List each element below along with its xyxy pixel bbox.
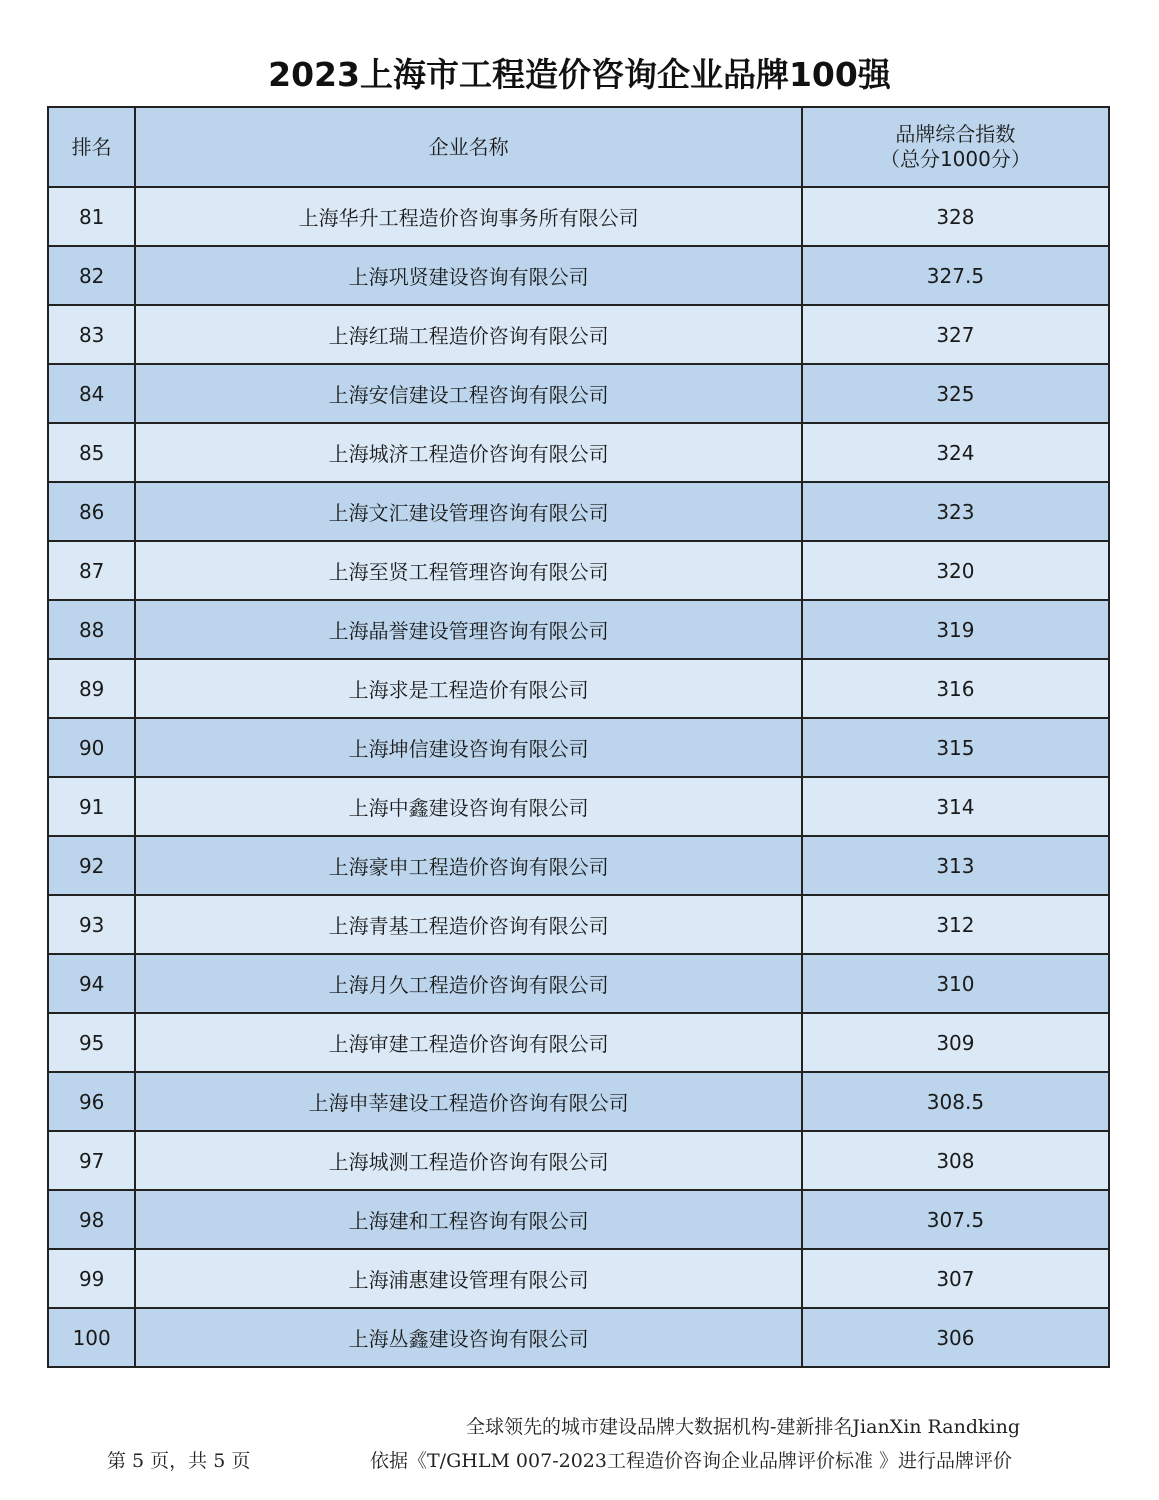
ranking-table: [47, 106, 1110, 1368]
score-cell: 314: [802, 777, 1109, 836]
company-name-cell: 上海青基工程造价咨询有限公司: [135, 895, 802, 954]
table-row: [48, 541, 1109, 600]
table-row: [48, 600, 1109, 659]
rank-cell: 95: [48, 1013, 135, 1072]
company-name-cell: 上海安信建设工程咨询有限公司: [135, 364, 802, 423]
rank-cell: 85: [48, 423, 135, 482]
company-name-cell: 上海申莘建设工程造价咨询有限公司: [135, 1072, 802, 1131]
header-rank: 排名: [48, 107, 135, 187]
rank-cell: 90: [48, 718, 135, 777]
company-name-cell: 上海丛鑫建设咨询有限公司: [135, 1308, 802, 1367]
company-name-cell: 上海城测工程造价咨询有限公司: [135, 1131, 802, 1190]
company-name-cell: 上海红瑞工程造价咨询有限公司: [135, 305, 802, 364]
company-name-cell: 上海城济工程造价咨询有限公司: [135, 423, 802, 482]
rank-cell: 100: [48, 1308, 135, 1367]
rank-cell: 82: [48, 246, 135, 305]
company-name-cell: 上海月久工程造价咨询有限公司: [135, 954, 802, 1013]
page-title: 2023上海市工程造价咨询企业品牌100强: [268, 55, 891, 94]
company-name-cell: 上海至贤工程管理咨询有限公司: [135, 541, 802, 600]
header-brand-index-label: 品牌综合指数: [895, 122, 1016, 146]
score-cell: 319: [802, 600, 1109, 659]
table-row: [48, 423, 1109, 482]
rank-cell: 88: [48, 600, 135, 659]
rank-cell: 87: [48, 541, 135, 600]
header-company-name: 企业名称: [135, 107, 802, 187]
table-row: [48, 305, 1109, 364]
table-row: [48, 364, 1109, 423]
rank-cell: 86: [48, 482, 135, 541]
score-cell: 327.5: [802, 246, 1109, 305]
score-cell: 315: [802, 718, 1109, 777]
company-name-cell: 上海豪申工程造价咨询有限公司: [135, 836, 802, 895]
company-name-cell: 上海中鑫建设咨询有限公司: [135, 777, 802, 836]
score-cell: 313: [802, 836, 1109, 895]
table-row: [48, 1131, 1109, 1190]
table-header-row: [48, 107, 1109, 187]
score-cell: 323: [802, 482, 1109, 541]
table-row: [48, 659, 1109, 718]
rank-cell: 81: [48, 187, 135, 246]
table-row: [48, 1072, 1109, 1131]
company-name-cell: 上海巩贤建设咨询有限公司: [135, 246, 802, 305]
table-row: [48, 836, 1109, 895]
table-row: [48, 777, 1109, 836]
rank-cell: 92: [48, 836, 135, 895]
table-row: [48, 954, 1109, 1013]
company-name-cell: 上海建和工程咨询有限公司: [135, 1190, 802, 1249]
score-cell: 316: [802, 659, 1109, 718]
score-cell: 310: [802, 954, 1109, 1013]
rank-cell: 98: [48, 1190, 135, 1249]
rank-cell: 93: [48, 895, 135, 954]
score-cell: 306: [802, 1308, 1109, 1367]
score-cell: 309: [802, 1013, 1109, 1072]
table-row: [48, 895, 1109, 954]
score-cell: 312: [802, 895, 1109, 954]
company-name-cell: 上海华升工程造价咨询事务所有限公司: [135, 187, 802, 246]
footer-page-info: 第 5 页，共 5 页: [107, 1450, 251, 1472]
score-cell: 325: [802, 364, 1109, 423]
company-name-cell: 上海文汇建设管理咨询有限公司: [135, 482, 802, 541]
score-cell: 307: [802, 1249, 1109, 1308]
header-brand-index-note: （总分1000分）: [879, 147, 1031, 171]
score-cell: 308: [802, 1131, 1109, 1190]
rank-cell: 96: [48, 1072, 135, 1131]
table-row: [48, 718, 1109, 777]
rank-cell: 84: [48, 364, 135, 423]
table-row: [48, 1249, 1109, 1308]
company-name-cell: 上海坤信建设咨询有限公司: [135, 718, 802, 777]
footer-organization: 全球领先的城市建设品牌大数据机构-建新排名JianXin Randking: [466, 1416, 1021, 1438]
score-cell: 327: [802, 305, 1109, 364]
rank-cell: 94: [48, 954, 135, 1013]
company-name-cell: 上海审建工程造价咨询有限公司: [135, 1013, 802, 1072]
table-row: [48, 1308, 1109, 1367]
table-row: [48, 187, 1109, 246]
score-cell: 324: [802, 423, 1109, 482]
rank-cell: 91: [48, 777, 135, 836]
rank-cell: 99: [48, 1249, 135, 1308]
rank-cell: 97: [48, 1131, 135, 1190]
company-name-cell: 上海晶誉建设管理咨询有限公司: [135, 600, 802, 659]
table-row: [48, 482, 1109, 541]
header-brand-index: [802, 107, 1109, 187]
company-name-cell: 上海求是工程造价有限公司: [135, 659, 802, 718]
table-row: [48, 1190, 1109, 1249]
table-row: [48, 1013, 1109, 1072]
rank-cell: 89: [48, 659, 135, 718]
score-cell: 308.5: [802, 1072, 1109, 1131]
score-cell: 320: [802, 541, 1109, 600]
rank-cell: 83: [48, 305, 135, 364]
score-cell: 307.5: [802, 1190, 1109, 1249]
footer-evaluation-standard: 依据《T/GHLM 007-2023工程造价咨询企业品牌评价标准 》进行品牌评价: [370, 1450, 1013, 1472]
score-cell: 328: [802, 187, 1109, 246]
company-name-cell: 上海浦惠建设管理有限公司: [135, 1249, 802, 1308]
table-row: [48, 246, 1109, 305]
